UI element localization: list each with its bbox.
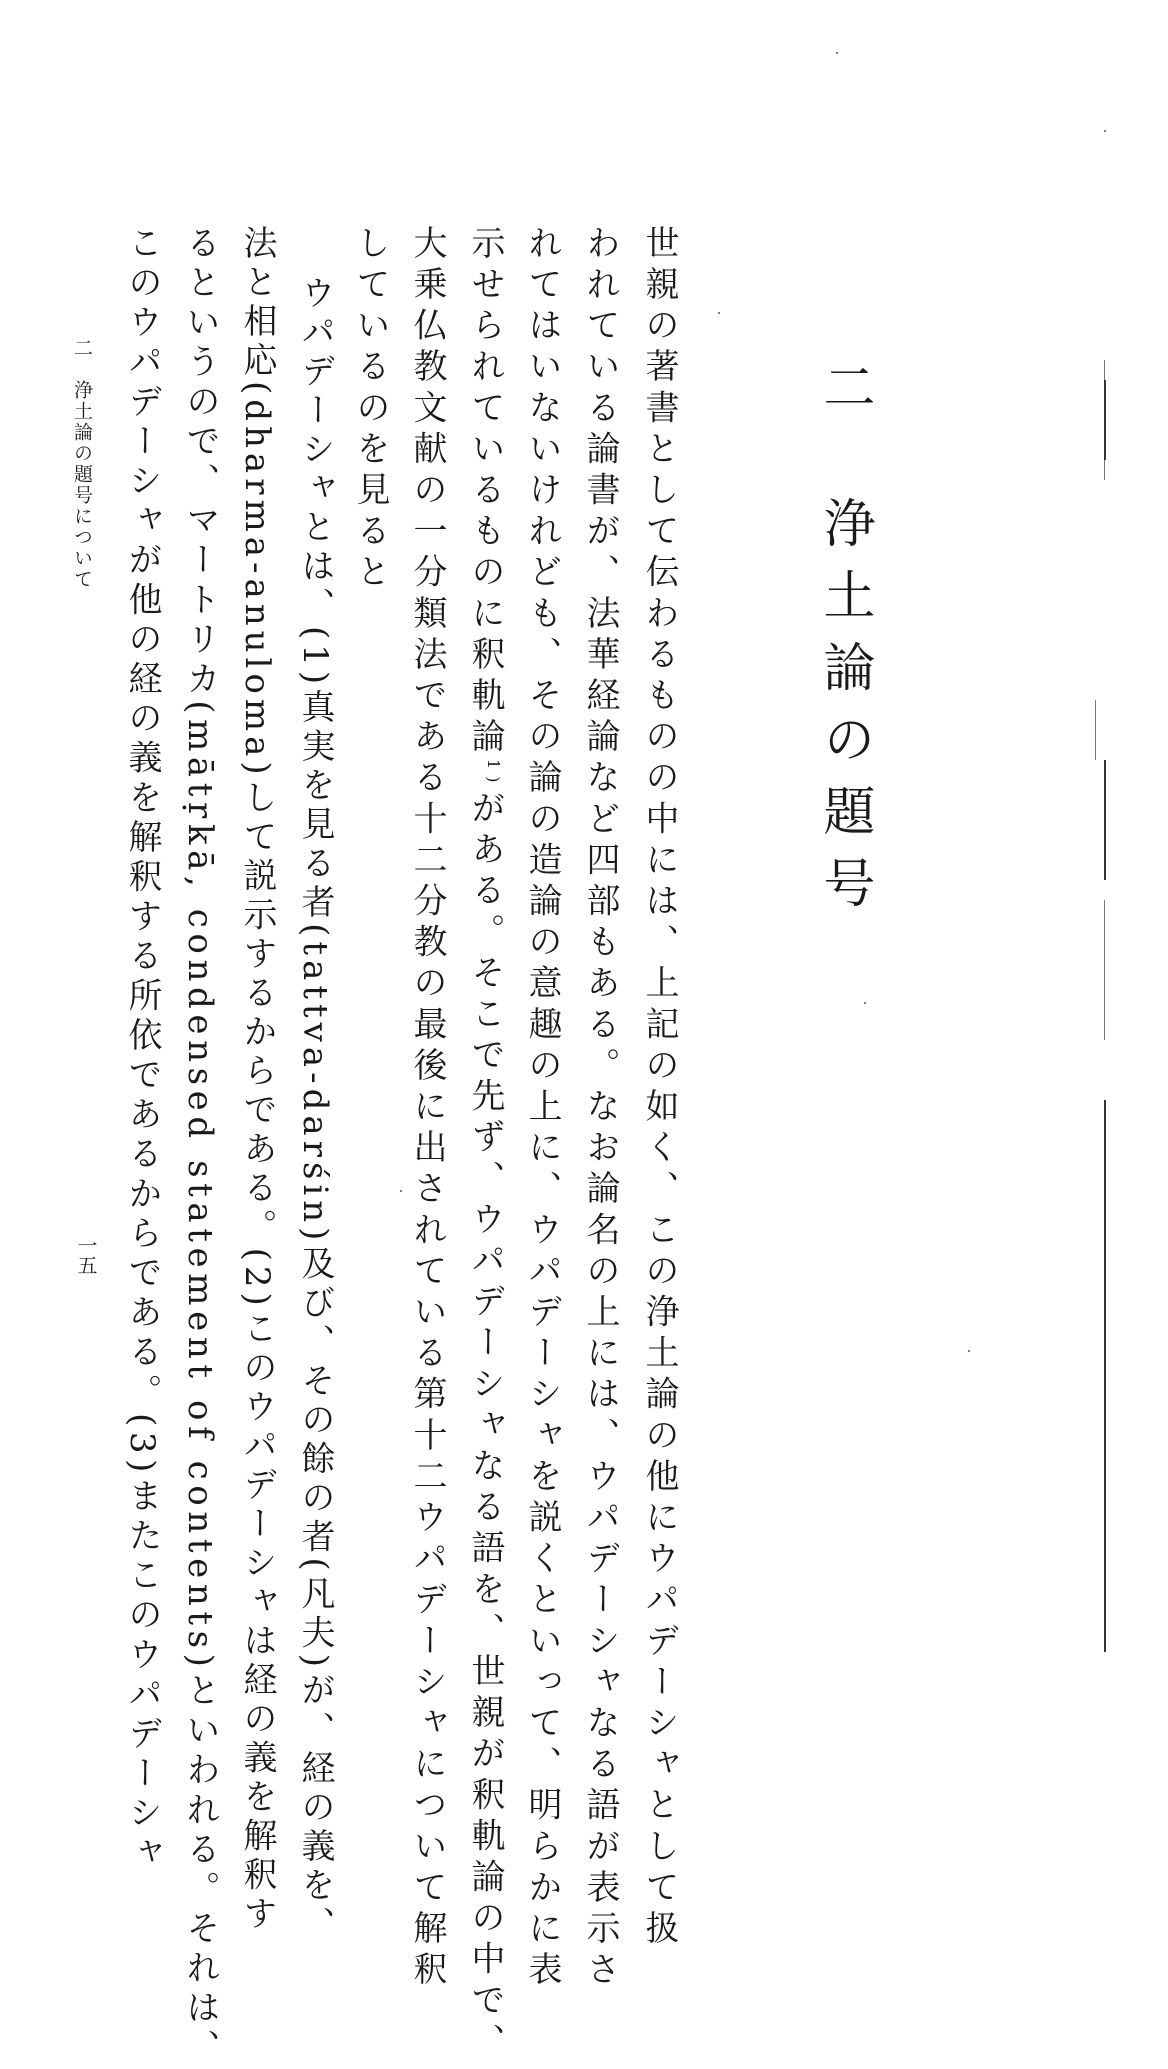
text-column-6: しているのを見ると [350, 225, 390, 595]
scan-edge-mark [1104, 900, 1105, 1040]
footnote-marker: 1) [484, 759, 503, 790]
text-column-7: ウパデーシャとは、(1)真実を見る者(tattva-darśin)及び、その餘の者(凡夫)が、経の義を、 [295, 275, 335, 1945]
scan-edge-mark [1104, 1100, 1106, 1652]
scan-edge-mark [1095, 700, 1096, 760]
scan-speck [864, 1002, 866, 1004]
text-column-10: このウパデーシャが他の経の義を解釈する所依であるからである。(3)またこのウパデーシャ [122, 225, 162, 1874]
scan-edge-mark [1104, 380, 1106, 460]
scan-speck [836, 52, 838, 54]
scan-speck [1104, 130, 1106, 132]
scan-edge-mark [1104, 760, 1106, 880]
text-column-9: るというので、マートリカ(mātṛkā, condensed statement of contents)といわれる。それは、 [180, 225, 220, 2069]
text-column-4: 示せられているものに釈軌論1)がある。そこで先ず、ウパデーシャなる語を、世親が釈軌論の中で、 [465, 225, 505, 2065]
chapter-title: 二浄土論の題号 [814, 360, 874, 908]
scan-speck [968, 1350, 970, 1352]
text-column-8: 法と相応(dharma-anuloma)して説示するからである。(2)このウパデーシャは経の義を解釈す [237, 225, 277, 1935]
text-column-3: れてはいないけれども、その論の造論の意趣の上に、ウパデーシャを説くといって、明らかに表 [522, 225, 562, 1993]
running-head: 二 浄土論の題号について [71, 338, 93, 590]
text-column-2: われている論書が、法華経論など四部もある。なお論名の上には、ウパデーシャなる語が表示さ [580, 225, 620, 1993]
text-column-5: 大乗仏教文献の一分類法である十二分教の最後に出されている第十二ウパデーシャについて解釈 [407, 225, 447, 1993]
text-column-1: 世親の著書として伝わるものの中には、上記の如く、この浄土論の他にウパデーシャとして扱 [639, 225, 679, 1952]
page-number: 一五 [74, 1235, 98, 1275]
scan-speck [718, 312, 720, 314]
scan-speck [400, 1190, 402, 1192]
